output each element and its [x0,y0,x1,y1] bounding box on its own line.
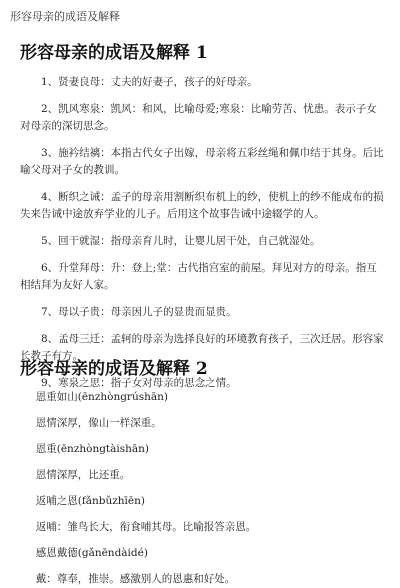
idiom-meaning-1: 恩情深厚，像山一样深重。 [35,417,162,429]
section-2 [20,354,385,588]
idiom-meaning-4: 戴：尊奉，推崇。感激别人的恩惠和好处。 [35,573,236,585]
idiom-item-9: 9、寒泉之思：指子女对母亲的思念之情。 [41,377,237,389]
idiom-meaning-2: 恩情深厚，比还重。 [35,469,131,481]
idiom-pinyin-2: 恩重(ēnzhòngtàishān) [35,443,150,455]
page-header: 形容母亲的成语及解释 [10,10,120,23]
idiom-item-7: 7、母以子贵：母亲因儿子的显贵而显贵。 [41,306,237,318]
idiom-item-8: 8、孟母三迁：孟轲的母亲为选择良好的环境教育孩子，三次迁居。形容家长教子有方。 [20,333,384,362]
idiom-item-2: 2、凯风寒泉：凯风：和风，比喻母爱;寒泉：比喻劳苦、忧患。表示子女对母亲的深切思念。 [20,103,377,132]
idiom-pinyin-3: 返哺之恩(fǎnbǔzhīēn) [35,495,145,507]
section-2-title: 形容母亲的成语及解释 2 [20,359,208,379]
idiom-item-1: 1、贤妻良母：丈夫的好妻子，孩子的好母亲。 [41,76,258,88]
idiom-item-3: 3、施衿结褵：本指古代女子出嫁，母亲将五彩丝绳和佩巾结于其身。后比喻父母对子女的教训。 [20,147,384,176]
idiom-item-4: 4、断织之诫：孟子的母亲用割断织布机上的纱，使机上的纱不能成布的损失来告诫中途放弃学业的儿子。后用这个故事告诫中途辍学的人。 [20,191,384,220]
idiom-meaning-3: 返哺：雏鸟长大，衔食哺其母。比喻报答亲恩。 [35,521,257,533]
section-1-title: 形容母亲的成语及解释 1 [20,43,208,63]
idiom-pinyin-4: 感恩戴德(gǎnēndàidé) [35,547,148,559]
idiom-item-6: 6、升堂拜母：升：登上;堂：古代指宫室的前屋。拜见对方的母亲。指互相结拜为友好人家。 [20,262,377,291]
section-1 [20,38,385,392]
idiom-pinyin-1: 恩重如山(ēnzhòngrúshān) [35,391,168,403]
idiom-item-5: 5、回干就湿：指母亲育儿时，让婴儿居干处，自己就湿处。 [41,235,321,247]
